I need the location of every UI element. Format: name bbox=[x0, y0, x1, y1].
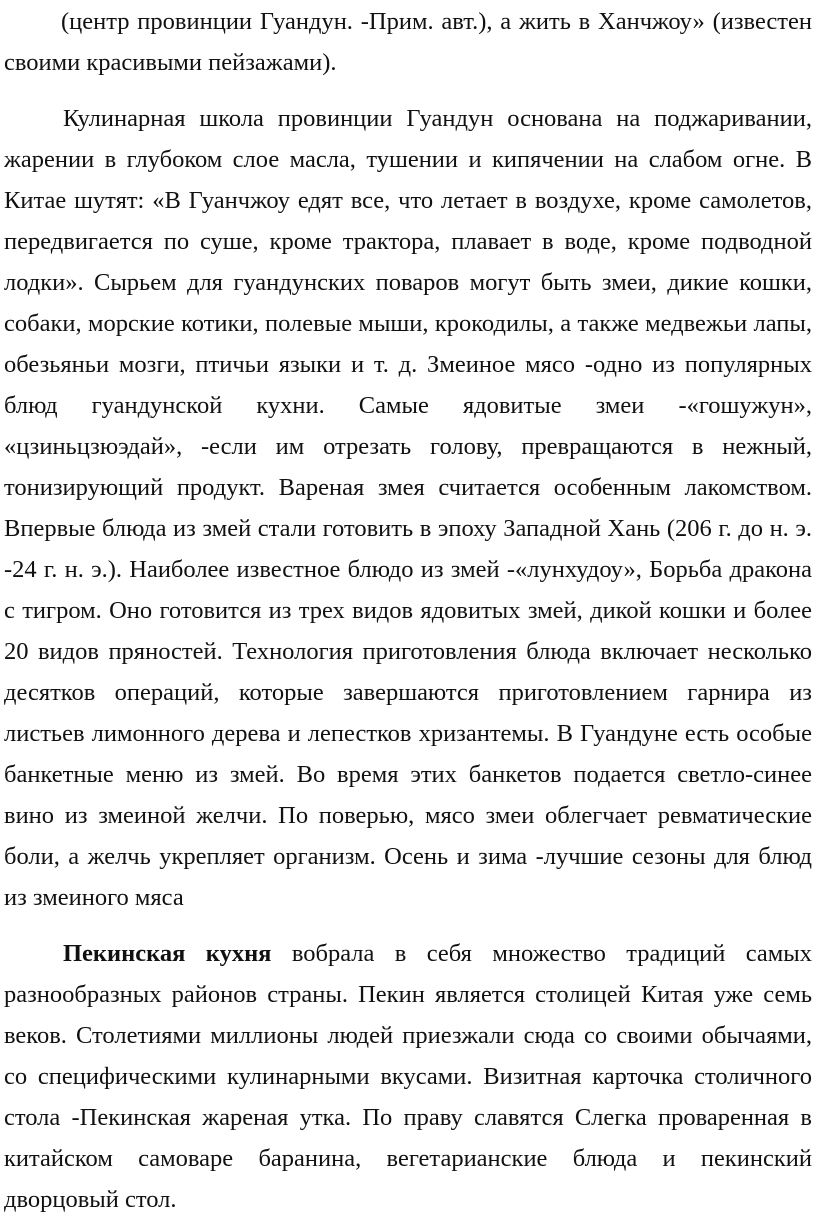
paragraph-beijing-text: вобрала в себя множество традиций самых разнообразных районов страны. Пекин является столицей Китая уже семь веков. Столетиями миллионы людей приезжали сюда со своими обычаями, со специфическими кулинарными вкусами. Визитная карточка столичного стола -Пекинская жареная утка. По праву славятся Слегка проваренная в китайском самоваре баранина, вегетарианские блюда и пекинский дворцовый стол. bbox=[4, 940, 812, 1213]
paragraph-intro-text: (центр провинции Гуандун. -Прим. авт.), а жить в Ханчжоу» (известен своими красивыми пейзажами). bbox=[4, 8, 812, 76]
paragraph-intro bbox=[4, 0, 812, 83]
paragraph-beijing-cuisine bbox=[4, 933, 812, 1220]
paragraph-guangdong-cuisine bbox=[4, 98, 812, 918]
paragraph-guangdong-text: Кулинарная школа провинции Гуандун основана на поджаривании, жарении в глубоком слое масла, тушении и кипячении на слабом огне. В Китае шутят: «В Гуанчжоу едят все, что летает в воздухе, кроме самолетов, передвигается по суше, кроме трактора, плавает в воде, кроме подводной лодки». Сырьем для гуандунских поваров могут быть змеи, дикие кошки, собаки, морские котики, полевые мыши, крокодилы, а также медвежьи лапы, обезьяньи мозги, птичьи языки и т. д. Змеиное мясо -одно из популярных блюд гуандунской кухни. Самые ядовитые змеи -«гошужун», «цзиньцзюэдай», -если им отрезать голову, превращаются в нежный, тонизирующий продукт. Вареная змея считается особенным лакомством. Впервые блюда из змей стали готовить в эпоху Западной Хань (206 г. до н. э. -24 г. н. э.). Наиболее известное блюдо из змей -«лунхудоу», Борьба дракона с тигром. Оно готовится из трех видов ядовитых змей, дикой кошки и более 20 видов пряностей. Технология приготовления блюда включает несколько десятков операций, которые завершаются приготовлением гарнира из листьев лимонного дерева и лепестков хризантемы. В Гуандуне есть особые банкетные меню из змей. Во время этих банкетов подается светло-синее вино из змеиной желчи. По поверью, мясо змеи облегчает ревматические боли, а желчь укрепляет организм. Осень и зима -лучшие сезоны для блюд из змеиного мяса bbox=[4, 105, 812, 911]
beijing-cuisine-heading: Пекинская кухня bbox=[63, 940, 272, 967]
